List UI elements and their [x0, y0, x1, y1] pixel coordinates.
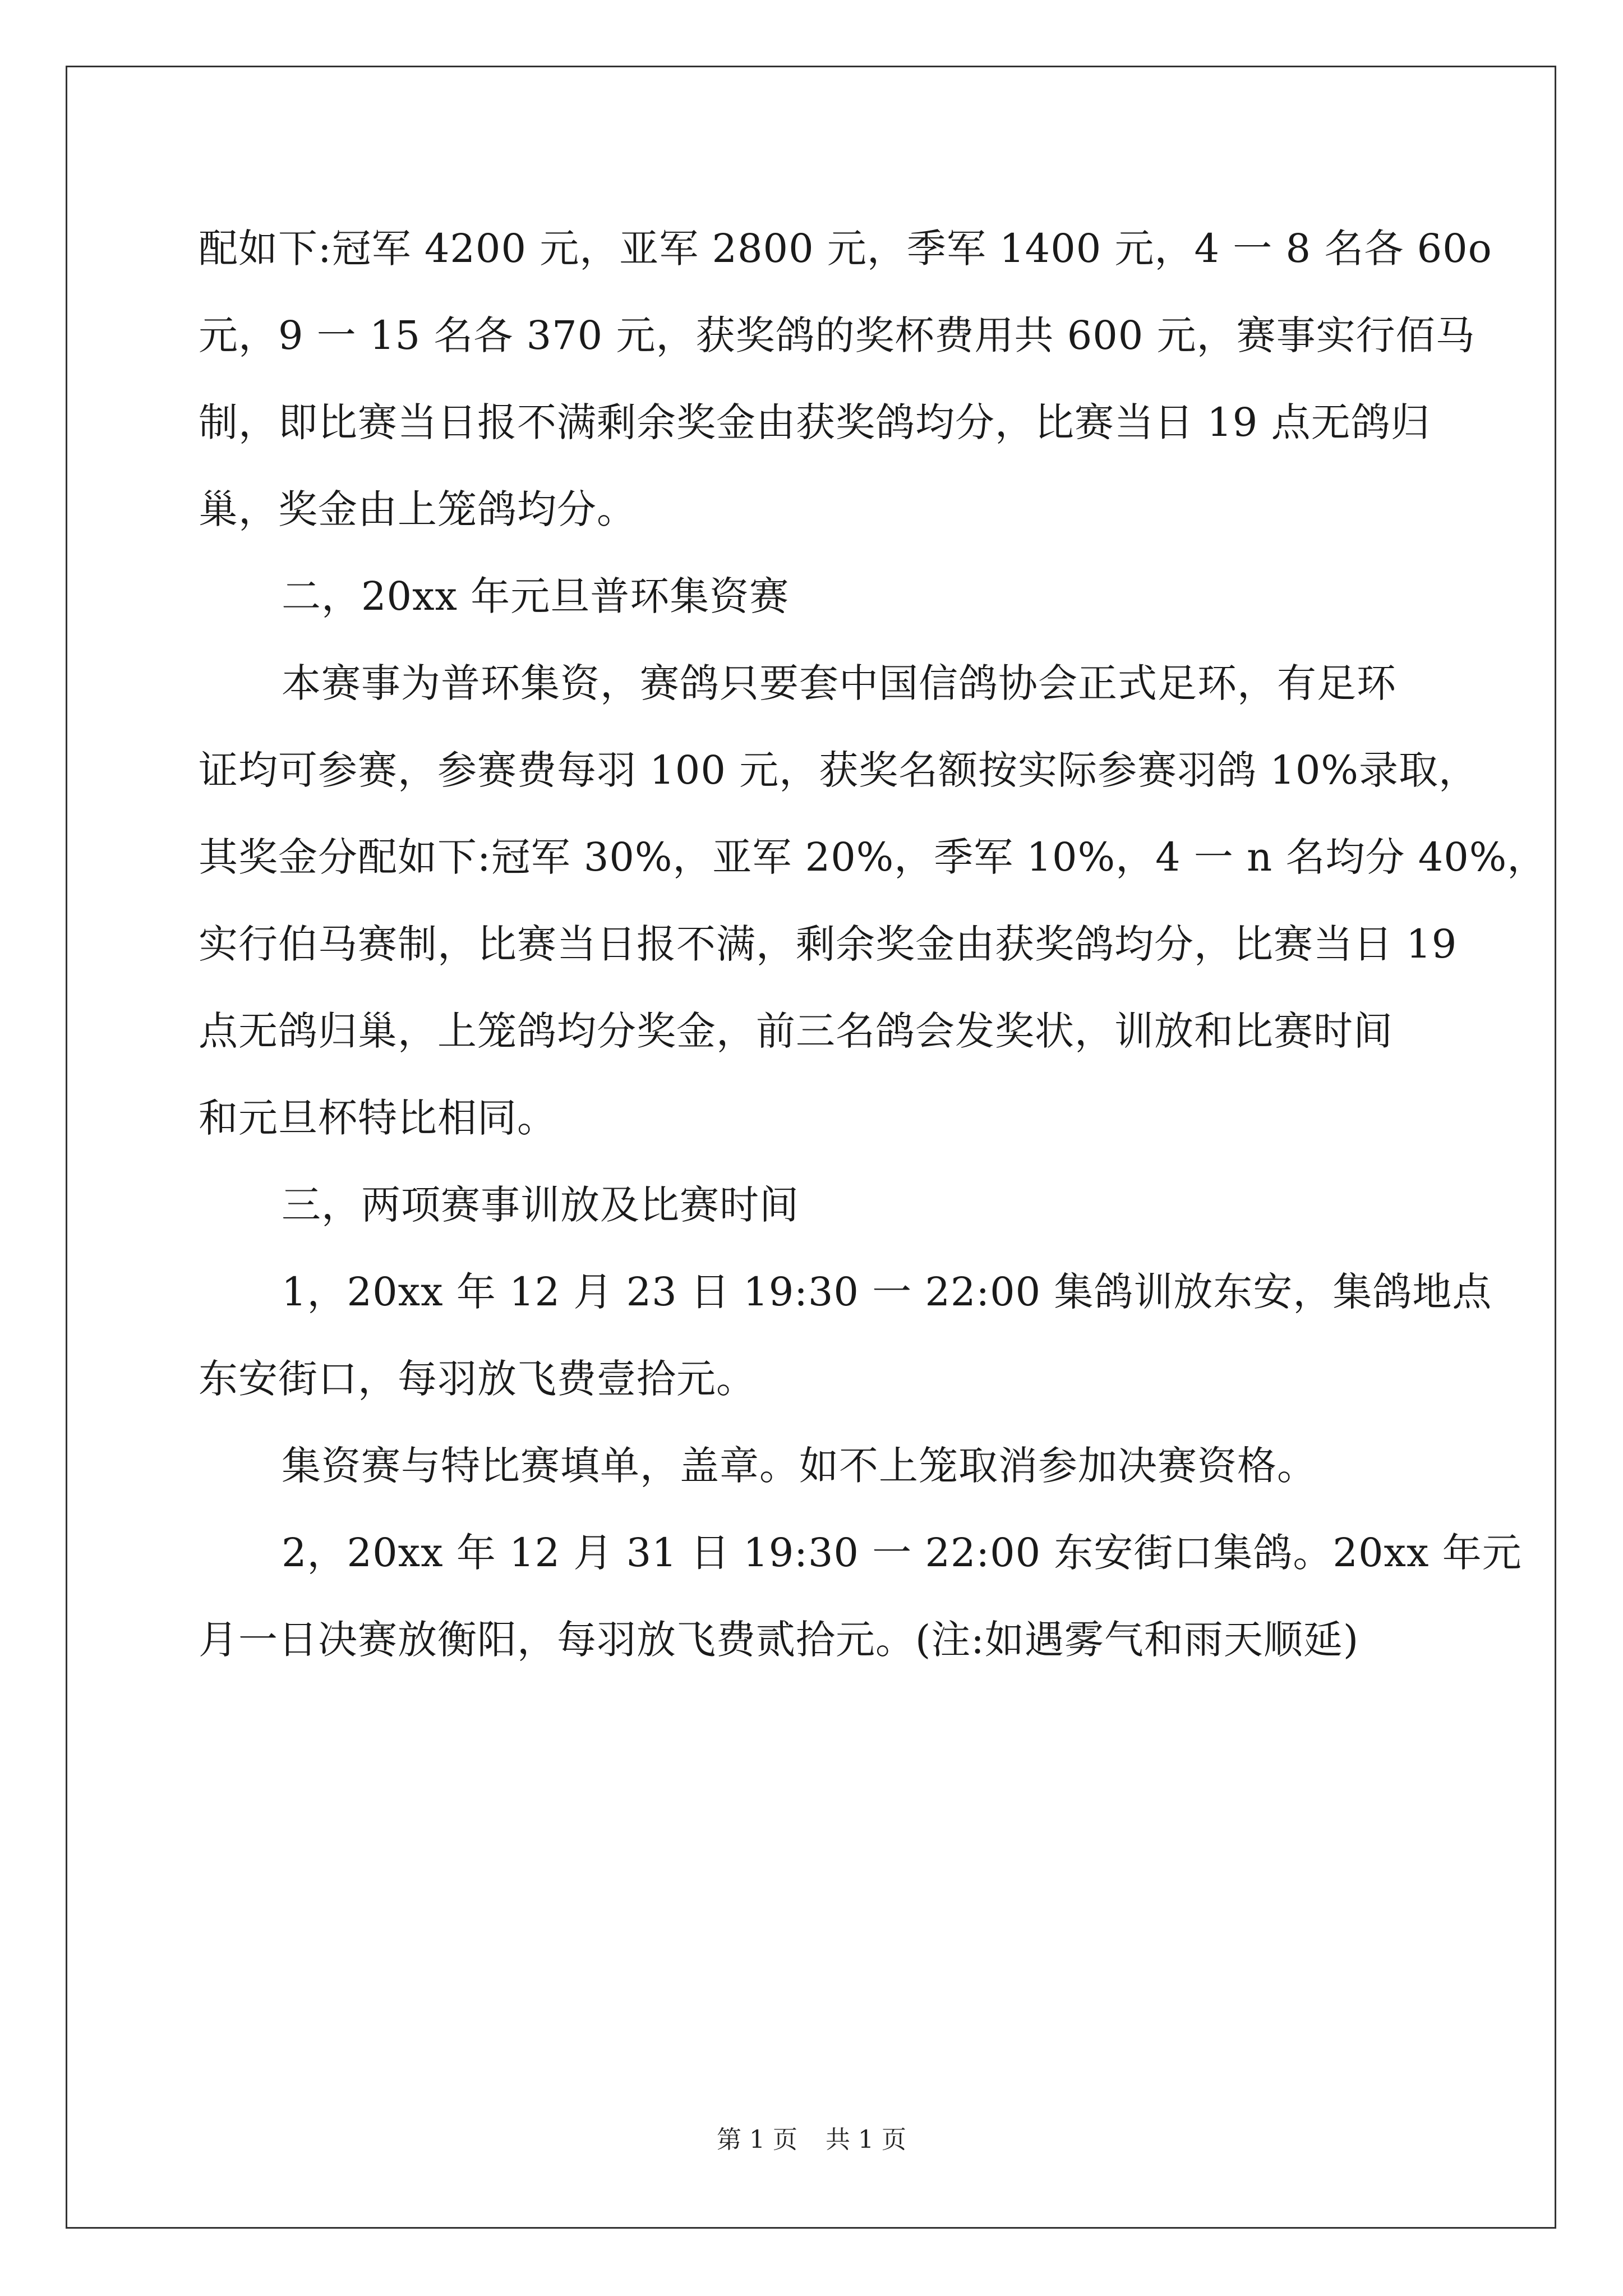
text-line: 2，20xx 年 12 月 31 日 19:30 一 22:00 东安街口集鸽。20xx 年元 [282, 1530, 1522, 1576]
page-footer [0, 2123, 1623, 2157]
text-line: 月一日决赛放衡阳，每羽放飞费贰拾元。(注:如遇雾气和雨天顺延) [199, 1617, 1359, 1663]
text-line: 巢，奖金由上笼鸽均分。 [199, 486, 637, 532]
text-line: 元，9 一 15 名各 370 元，获奖鸽的奖杯费用共 600 元，赛事实行佰马 [199, 312, 1476, 358]
section-heading: 三，两项赛事训放及比赛时间 [282, 1182, 799, 1228]
text-line: 证均可参赛，参赛费每羽 100 元，获奖名额按实际参赛羽鸽 10%录取， [199, 747, 1478, 793]
page-total: 共 1 页 [826, 2125, 906, 2154]
page-number: 第 1 页 [717, 2125, 797, 2154]
text-line: 点无鸽归巢，上笼鸽均分奖金，前三名鸽会发奖状，训放和比赛时间 [199, 1008, 1393, 1054]
text-line: 1，20xx 年 12 月 23 日 19:30 一 22:00 集鸽训放东安，集鸽地点 [282, 1269, 1492, 1315]
text-line: 其奖金分配如下:冠军 30%，亚军 20%，季军 10%，4 一 n 名均分 40%， [199, 834, 1547, 880]
text-line: 集资赛与特比赛填单，盖章。如不上笼取消参加决赛资格。 [282, 1443, 1317, 1489]
text-line: 东安街口，每羽放飞费壹拾元。 [199, 1356, 756, 1402]
page-border [66, 66, 1556, 2229]
text-line: 制，即比赛当日报不满剩余奖金由获奖鸽均分，比赛当日 19 点无鸽归 [199, 399, 1431, 445]
text-line: 实行伯马赛制，比赛当日报不满，剩余奖金由获奖鸽均分，比赛当日 19 [199, 921, 1458, 967]
text-line: 本赛事为普环集资，赛鸽只要套中国信鸽协会正式足环，有足环 [282, 660, 1396, 706]
text-line: 和元旦杯特比相同。 [199, 1095, 557, 1141]
text-line: 配如下:冠军 4200 元，亚军 2800 元，季军 1400 元，4 一 8 名各 60o [199, 226, 1492, 272]
section-heading: 二，20xx 年元旦普环集资赛 [282, 573, 790, 619]
